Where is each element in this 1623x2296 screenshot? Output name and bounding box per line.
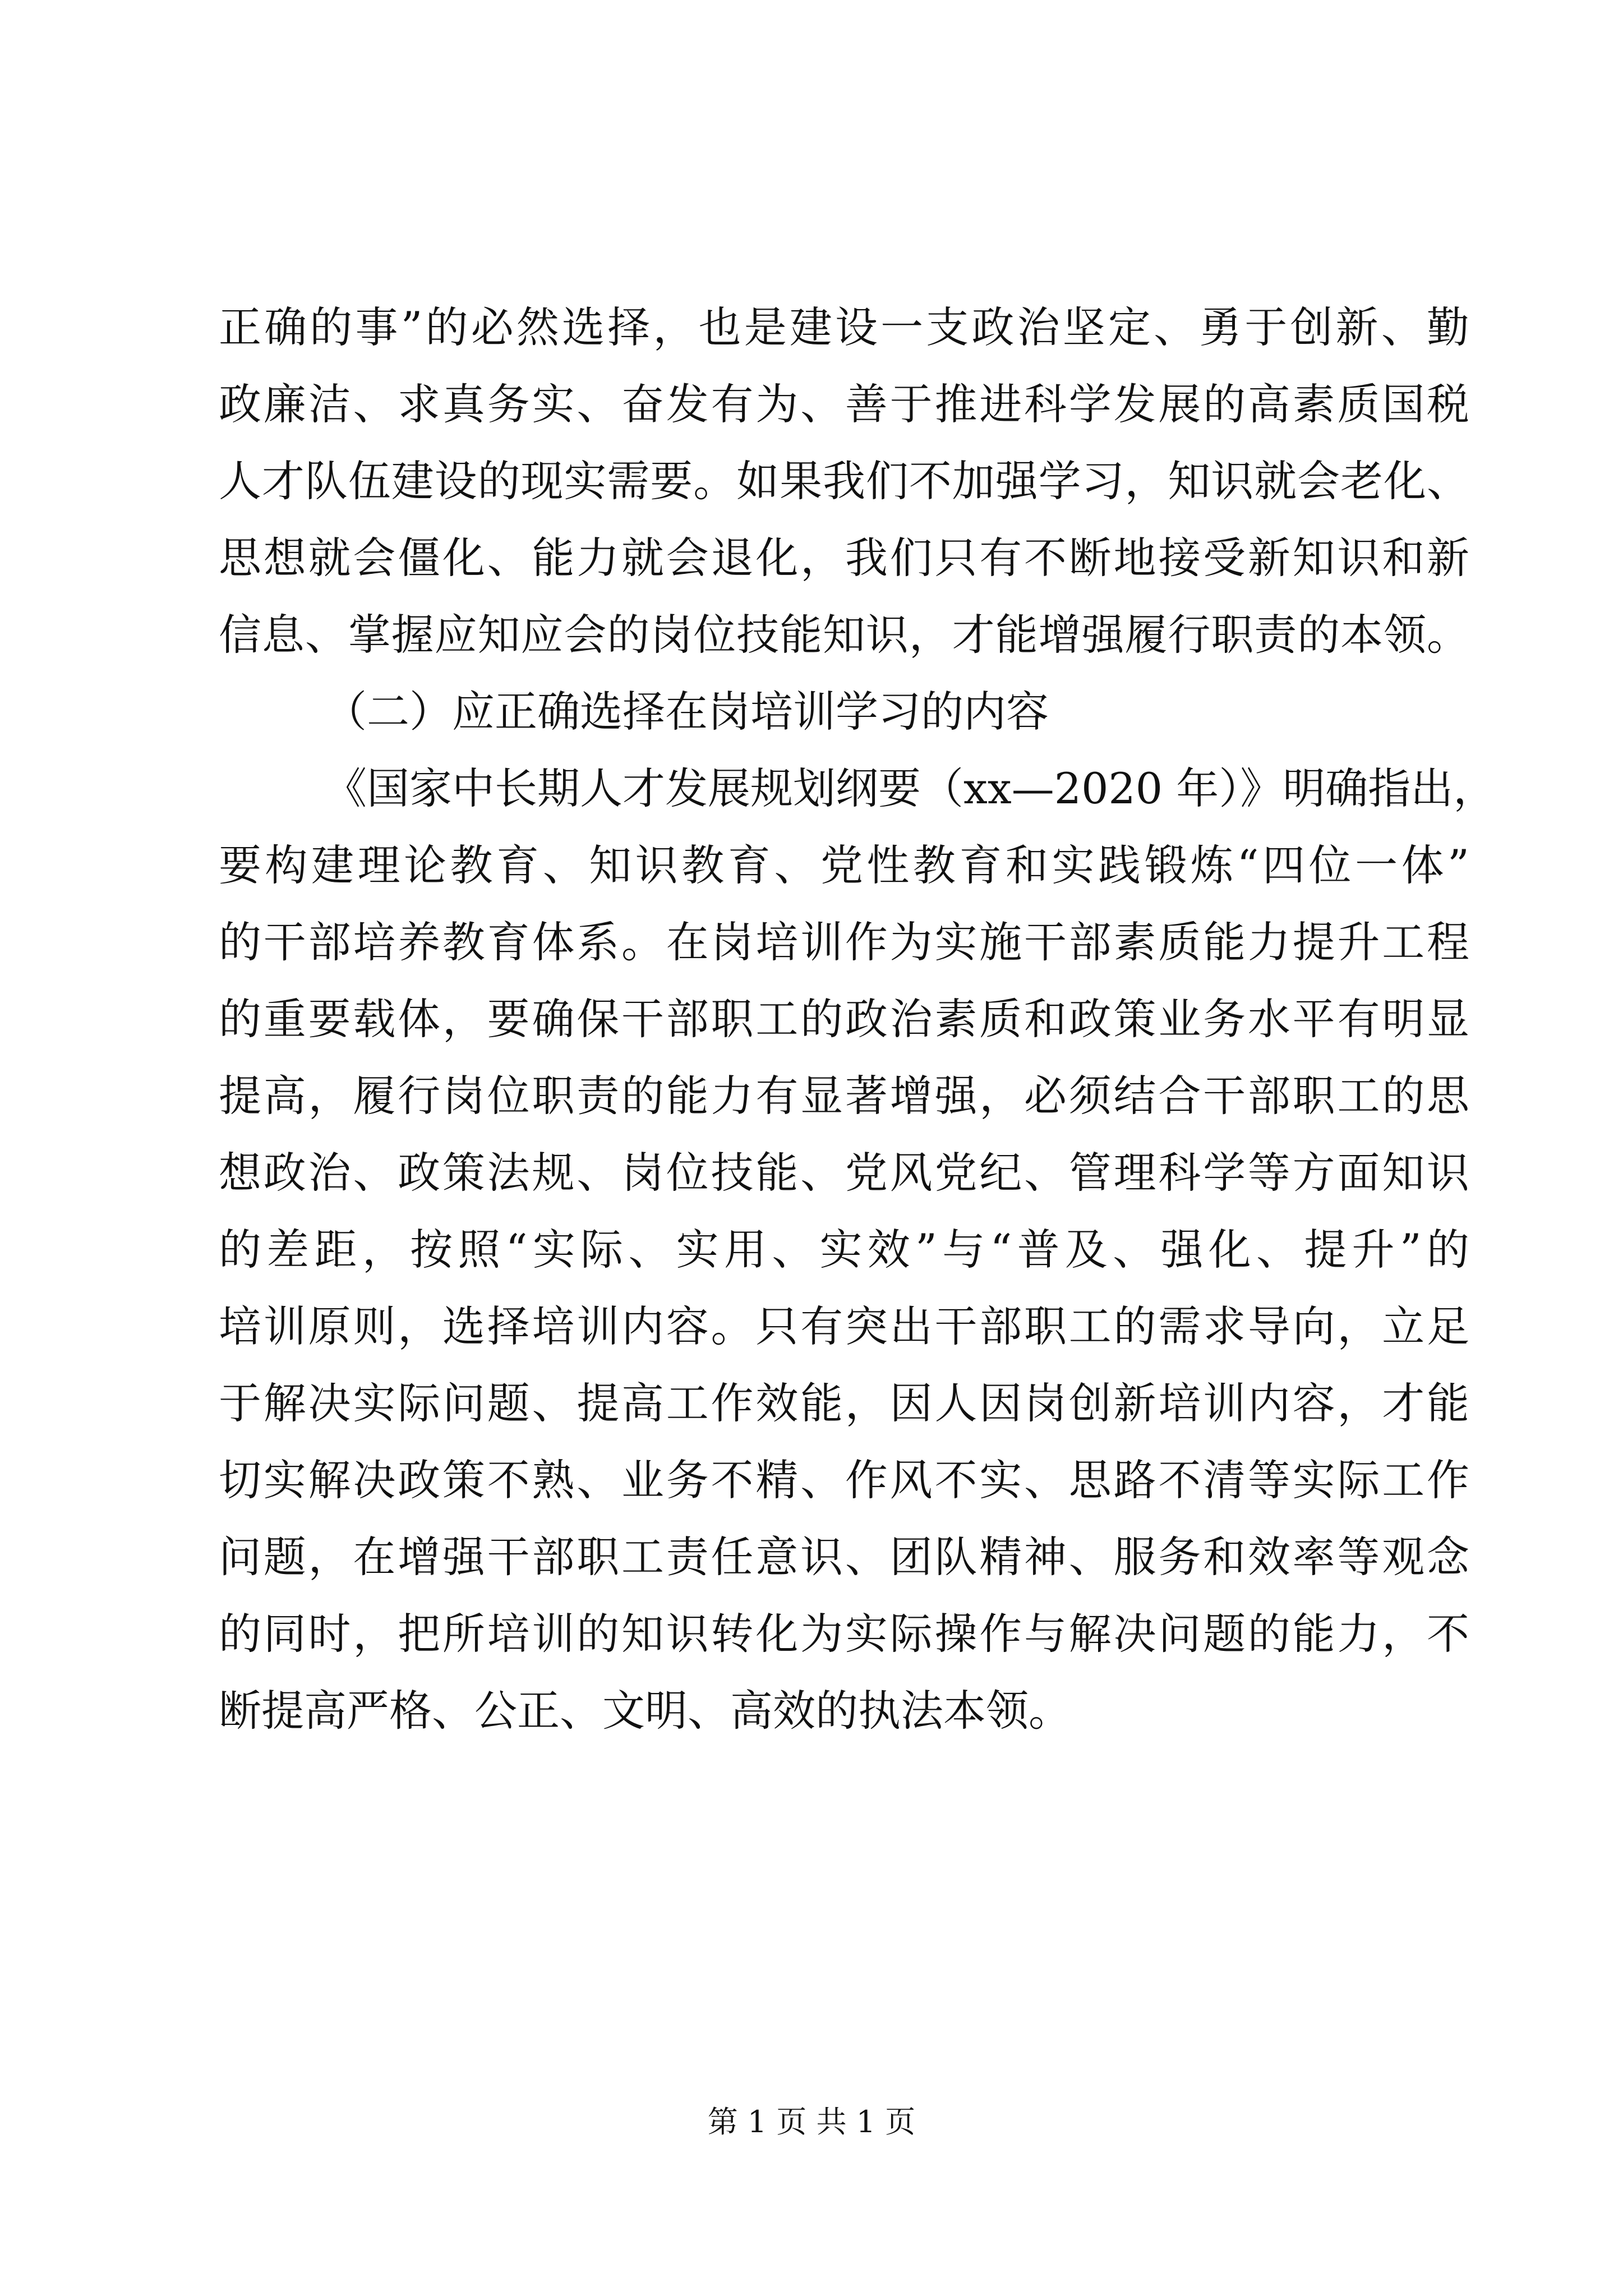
text-line: 要构建理论教育、知识教育、党性教育和实践锻炼“四位一体” (219, 840, 1469, 890)
text-line: 问题，在增强干部职工责任意识、团队精神、服务和效率等观念 (219, 1532, 1469, 1582)
text-line: 切实解决政策不熟、业务不精、作风不实、思路不清等实际工作 (219, 1455, 1469, 1505)
text-line: 的同时，把所培训的知识转化为实际操作与解决问题的能力，不 (219, 1609, 1469, 1659)
text-line: 想政治、政策法规、岗位技能、党风党纪、管理科学等方面知识 (219, 1148, 1469, 1198)
text-line: 的干部培养教育体系。在岗培训作为实施干部素质能力提升工程 (219, 917, 1469, 967)
text-line: 人才队伍建设的现实需要。如果我们不加强学习，知识就会老化、 (219, 456, 1469, 506)
text-line: 提高，履行岗位职责的能力有显著增强，必须结合干部职工的思 (219, 1071, 1469, 1121)
text-line: 培训原则，选择培训内容。只有突出干部职工的需求导向，立足 (219, 1301, 1469, 1351)
text-line: 的差距，按照“实际、实用、实效”与“普及、强化、提升”的 (219, 1225, 1469, 1274)
text-line: 思想就会僵化、能力就会退化，我们只有不断地接受新知识和新 (219, 533, 1469, 583)
text-line: 断提高严格、公正、文明、高效的执法本领。 (219, 1686, 1071, 1736)
document-body (219, 289, 1496, 1749)
page-number-footer: 第 1 页 共 1 页 (707, 2104, 916, 2139)
text-line: 正确的事”的必然选择，也是建设一支政治坚定、勇于创新、勤 (219, 302, 1469, 352)
text-line: 信息、掌握应知应会的岗位技能知识，才能增强履行职责的本领。 (219, 610, 1469, 660)
text-line: 政廉洁、求真务实、奋发有为、善于推进科学发展的高素质国税 (219, 379, 1469, 429)
text-line: 《国家中长期人才发展规划纲要（xx—2020 年）》明确指出， (324, 763, 1496, 813)
text-line: 于解决实际问题、提高工作效能，因人因岗创新培训内容，才能 (219, 1378, 1469, 1428)
section-heading: （二）应正确选择在岗培训学习的内容 (324, 687, 1049, 737)
text-line: 的重要载体，要确保干部职工的政治素质和政策业务水平有明显 (219, 994, 1469, 1044)
